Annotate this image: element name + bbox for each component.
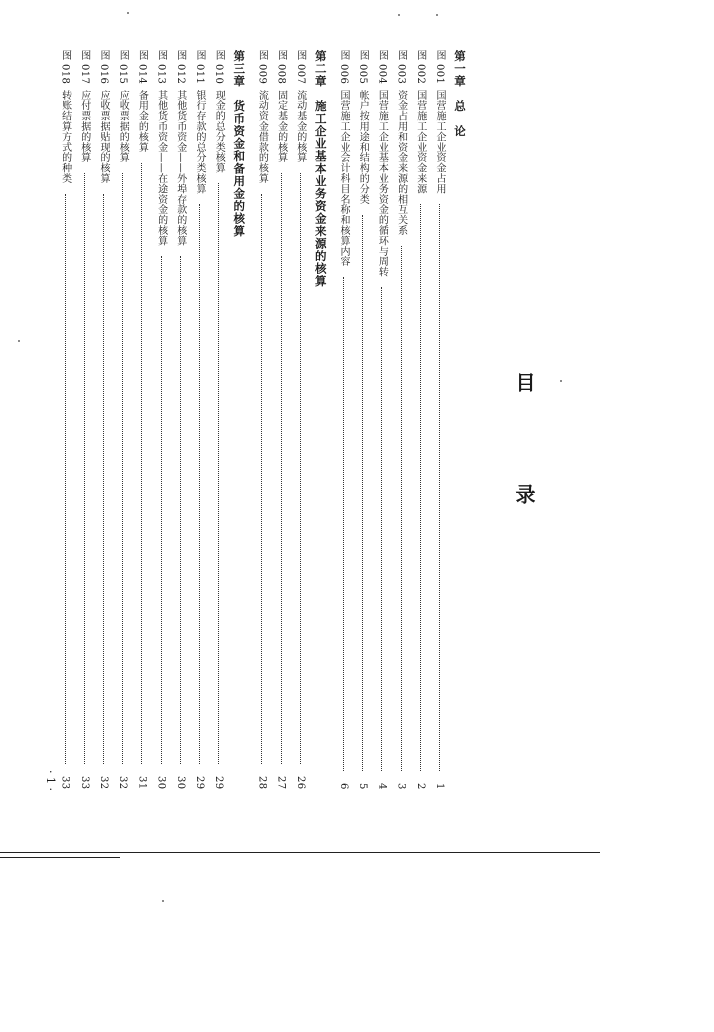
dot-leader: [343, 273, 344, 775]
page-number: 32: [98, 776, 109, 790]
entry-title: 帐户按用途和结构的分类: [357, 90, 369, 205]
entry-title: 应付票据的核算: [78, 90, 90, 164]
page-number: 2: [414, 783, 426, 790]
toc-entry: [115, 50, 130, 790]
entry-title: 应收票据贴现的核算: [98, 90, 109, 184]
figure-code: 图 005: [357, 50, 369, 85]
entry-title: 应收票据的核算: [117, 90, 129, 164]
figure-code: 图 006: [338, 50, 349, 85]
toc-entry: [77, 50, 92, 790]
entry-title: 备用金的核算: [136, 90, 148, 153]
entry-title: 转账结算方式的种类: [59, 90, 71, 184]
dot-leader: [362, 211, 363, 776]
dot-leader: [218, 179, 219, 768]
scan-speck: [127, 12, 129, 14]
figure-code: 图 014: [136, 50, 148, 85]
toc-entry: [96, 50, 111, 790]
figure-code: 图 018: [59, 50, 71, 85]
page-number: 1: [434, 783, 445, 790]
toc-entry: [274, 50, 289, 790]
toc-chapter-heading: [231, 50, 247, 790]
page-number: 28: [256, 776, 268, 790]
entry-title: 国营施工企业基本业务资金的循环与周转: [376, 90, 388, 278]
dot-leader: [65, 190, 66, 769]
figure-code: 图 011: [194, 50, 205, 85]
figure-code: 图 015: [117, 50, 129, 85]
scan-speck: [162, 900, 164, 902]
scan-speck: [436, 14, 438, 16]
figure-code: 图 017: [78, 50, 90, 85]
scan-speck: [18, 340, 20, 342]
toc-entry: [374, 50, 389, 790]
figure-code: 图 007: [294, 50, 306, 85]
chapter-title: 第二章 施工企业基本业务资金来源的核算: [313, 50, 328, 288]
page-number: 30: [155, 776, 167, 790]
page-number: 27: [275, 776, 287, 790]
chapter-title: 第三章 货币资金和备用金的核算: [232, 50, 247, 238]
toc-heading-char-2: 录: [512, 484, 536, 504]
dot-leader: [439, 200, 440, 775]
toc-entry: [394, 50, 409, 790]
page-number: 29: [213, 776, 225, 790]
dot-leader: [161, 252, 162, 768]
entry-title: 国营施工企业资金来源: [414, 90, 426, 195]
page-number: 3: [395, 783, 407, 790]
scan-speck: [398, 14, 400, 16]
toc-heading-char-1: 目: [512, 372, 536, 392]
figure-code: 图 009: [256, 50, 268, 85]
dot-leader: [261, 190, 262, 769]
dot-leader: [401, 242, 402, 775]
page-number: 30: [174, 776, 186, 790]
entry-title: 资金占用和资金来源的相互关系: [395, 90, 407, 236]
toc-entry: [355, 50, 370, 790]
toc-chapter-heading: [313, 50, 329, 790]
dot-leader: [84, 169, 85, 768]
page-number: 32: [117, 776, 129, 790]
toc-entry: [432, 50, 447, 790]
figure-code: 图 016: [98, 50, 109, 85]
dot-leader: [281, 169, 282, 768]
figure-code: 图 008: [275, 50, 287, 85]
page-folio: · 1 ·: [44, 770, 57, 791]
entry-title: 其他货币资金——外埠存款的核算: [174, 90, 186, 247]
chapter-title: 第一章 总 论: [453, 50, 467, 138]
figure-code: 图 012: [174, 50, 186, 85]
figure-code: 图 013: [155, 50, 167, 85]
figure-code: 图 010: [213, 50, 225, 85]
toc-entry: [173, 50, 188, 790]
toc-entry: [211, 50, 226, 790]
dot-leader: [199, 200, 200, 768]
page-number: 29: [194, 776, 205, 790]
dot-leader: [381, 283, 382, 775]
scan-speck: [560, 380, 562, 382]
dot-leader: [420, 200, 421, 775]
figure-code: 图 003: [395, 50, 407, 85]
toc-entry: [413, 50, 428, 790]
figure-code: 图 001: [434, 50, 445, 85]
toc-entry: [134, 50, 149, 790]
toc-entry: [58, 50, 73, 790]
toc-entry: [336, 50, 351, 790]
page-number: 6: [338, 783, 349, 790]
page-number: 26: [294, 776, 306, 790]
entry-title: 现金的总分类核算: [213, 90, 225, 174]
toc-entry: [192, 50, 207, 790]
figure-code: 图 002: [414, 50, 426, 85]
entry-title: 国营施工企业资金占用: [434, 90, 445, 195]
dot-leader: [180, 252, 181, 768]
page-number: 4: [376, 783, 388, 790]
dot-leader: [103, 190, 104, 769]
dot-leader: [300, 169, 301, 768]
entry-title: 银行存款的总分类核算: [194, 90, 205, 195]
entry-title: 固定基金的核算: [275, 90, 287, 164]
entry-title: 国营施工企业会计科目名称和核算内容: [338, 90, 349, 268]
toc-entry: [154, 50, 169, 790]
page-number: 31: [136, 776, 148, 790]
toc-chapter-heading: [452, 50, 468, 790]
scan-rule-line: [0, 852, 600, 853]
page-number: 5: [357, 783, 369, 790]
page-number: 33: [78, 776, 90, 790]
toc-entry: [293, 50, 308, 790]
entry-title: 其他货币资金——在途资金的核算: [155, 90, 167, 247]
dot-leader: [122, 169, 123, 768]
page-number: 33: [59, 776, 71, 790]
toc-entry: [254, 50, 269, 790]
entry-title: 流动资金借款的核算: [256, 90, 268, 184]
entry-title: 流动基金的核算: [294, 90, 306, 164]
scan-rule-line-short: [0, 857, 120, 858]
figure-code: 图 004: [376, 50, 388, 85]
dot-leader: [141, 159, 142, 769]
